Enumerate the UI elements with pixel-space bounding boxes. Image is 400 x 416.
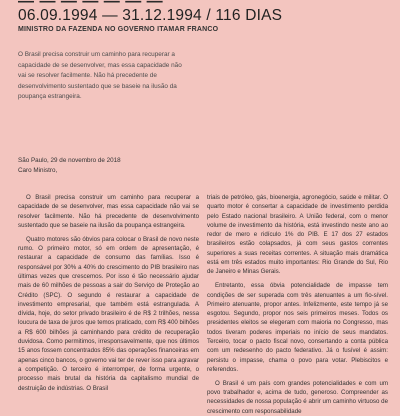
intro-quote: O Brasil precisa construir um caminho para recuperar a capacidade de se desenvolver, mas essa capacidade não vai se resolver facilmente. Não há precedente de desenvolvimento sustentado que se baseie na ilusão da poupança estrangeira. (18, 51, 182, 100)
letter-header (18, 156, 218, 175)
body-column-left (18, 193, 199, 393)
page-title: 06.09.1994 — 31.12.1994 / 116 DIAS (18, 7, 283, 24)
body-paragraph: triais de petróleo, gás, bioenergia, agronegócio, saúde e militar. O quarto motor é consertar a capacidade de investimento perdida pelo Estado nacional brasileiro. A União federal, com o menor volume de investimento da história, está investindo neste ano ao redor de mero e ridículo 1% do PIB. E 17 dos 27 estados brasileiros estão colapsados, já com seus gastos correntes superiores a suas receitas correntes. A situação mais dramática está em três estados muito importantes: Rio Grande do Sul, Rio de Janeiro e Minas Gerais. (207, 194, 388, 276)
letter-salutation: Caro Ministro, (18, 166, 58, 174)
body-paragraph: O Brasil precisa construir um caminho para recuperar a capacidade de se desenvolver, mas essa capacidade não vai se resolver facilmente. Não há precedente de desenvolvimento sustentado que se baseie na ilusão da poupança estrangeira. (18, 194, 199, 229)
cropped-heading: — — — — — — — (18, 0, 164, 10)
body-paragraph: Quatro motores são óbvios para colocar o Brasil de novo neste rumo. O primeiro motor, só em ordem de apresentação, é restaurar a capacidade de consumo das famílias. Isso é responsável por 30% a 40% do crescimento do PIB brasileiro nas últimas vezes que crescemos. Por isso é tão necessário ajudar mais de 60 milhões de pessoas a sair do Serviço de Proteção ao Crédito (SPC). O segundo é restaurar a capacidade de investimento empresarial, que também está estrangulada. A dívida, hoje, do setor privado brasileiro é de R$ 2 trilhões, nessa loucura de taxa de juros que temos praticado, com R$ 400 bilhões a R$ 600 bilhões já caminhando para crédito de recuperação duvidosa. Como permitimos, irresponsavelmente, que nos últimos 15 anos fossem concentrados 85% das operações financeiras em apenas cinco bancos, o governo vai ter de rever isso para agravar a competição. O terceiro é interromper, de forma urgente, o processo mais brutal da história da capitalismo mundial de destruição de indústrias. O Brasil (18, 235, 199, 392)
body-paragraph: O Brasil é um país com grandes potencialidades e com um povo trabalhador e, acima de tudo, generoso. Compreender as necessidades de nossa população é abrir um caminho virtuoso de crescimento com responsabilidade (207, 379, 388, 415)
body-paragraph: Entretanto, essa óbvia potencialidade de impasse tem condições de ser superada com três atenuantes a um fio-sível. Primeiro atenuante, propor antes. Infelizmente, este tempo já se esgotou. Segundo, propor nos seis primeiros meses. Todos os presidentes eleitos se elegeram com maioria no Congresso, mas todos tiveram poderes imperiais no início de seus mandatos. Terceiro, tocar o pacto fiscal novo, consertando a conta pública com um redesenho do pacto federativo. Já o fusível é assim: persistu o impasse, chama o povo para votar. Plebiscitos e referendos. (207, 282, 388, 373)
page-subtitle: MINISTRO DA FAZENDA NO GOVERNO ITAMAR FRANCO (18, 26, 219, 33)
letter-place-date: São Paulo, 29 de novembro de 2018 (18, 157, 121, 164)
body-column-right (207, 193, 388, 416)
